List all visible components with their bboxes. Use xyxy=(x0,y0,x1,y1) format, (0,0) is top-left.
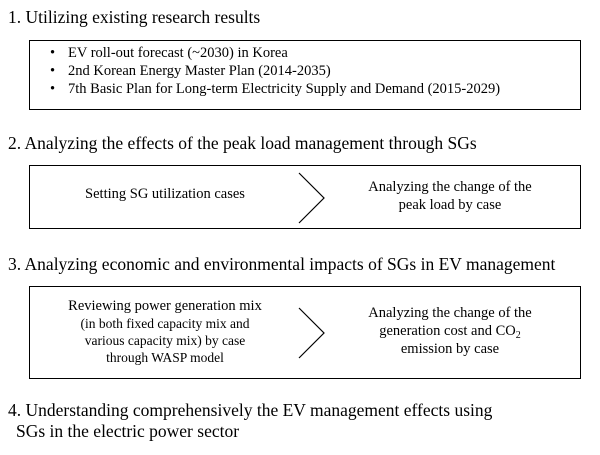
research-item-energy-master-plan: • 2nd Korean Energy Master Plan (2014-2035) xyxy=(68,62,500,80)
step-2-right-line-2: peak load by case xyxy=(398,197,502,213)
step-3-left-line-2: (in both fixed capacity mix and xyxy=(80,316,250,331)
step-4-heading-line-2: SGs in the electric power sector xyxy=(16,421,240,441)
step-3-left-line-1: Reviewing power generation mix xyxy=(68,298,262,314)
chevron-right-icon xyxy=(298,307,326,359)
research-item-electricity-plan: • 7th Basic Plan for Long-term Electricity Supply and Demand (2015-2029) xyxy=(68,80,500,98)
step-3-heading: 3. Analyzing economic and environmental impacts of SGs in EV management xyxy=(8,254,556,274)
step-2-right-text xyxy=(330,178,570,214)
step-3-right-text xyxy=(330,304,570,358)
step-2-left-text: Setting SG utilization cases xyxy=(85,186,245,202)
chevron-right-icon xyxy=(298,172,326,224)
step-1-box xyxy=(29,40,581,110)
step-3-left-line-4: through WASP model xyxy=(106,350,224,365)
step-3-box xyxy=(29,286,581,379)
step-1-heading: 1. Utilizing existing research results xyxy=(8,7,261,27)
co2-subscript: 2 xyxy=(515,330,521,341)
research-list xyxy=(68,44,500,98)
step-3-right-line-3: emission by case xyxy=(400,341,500,357)
step-3-right-line-2-text: generation cost and CO xyxy=(379,323,516,339)
step-3-right-line-1: Analyzing the change of the xyxy=(368,305,532,321)
step-2-box xyxy=(29,165,581,229)
step-3-left-line-3: various capacity mix) by case xyxy=(84,333,246,348)
step-4-heading-line-1: 4. Understanding comprehensively the EV management effects using xyxy=(8,400,493,420)
step-2-right-line-1: Analyzing the change of the xyxy=(368,179,532,195)
research-item-ev-forecast: • EV roll-out forecast (~2030) in Korea xyxy=(68,44,500,62)
step-2-heading: 2. Analyzing the effects of the peak load management through SGs xyxy=(8,133,477,153)
step-3-right-line-2 xyxy=(330,322,570,340)
step-3-left-text xyxy=(40,297,290,366)
